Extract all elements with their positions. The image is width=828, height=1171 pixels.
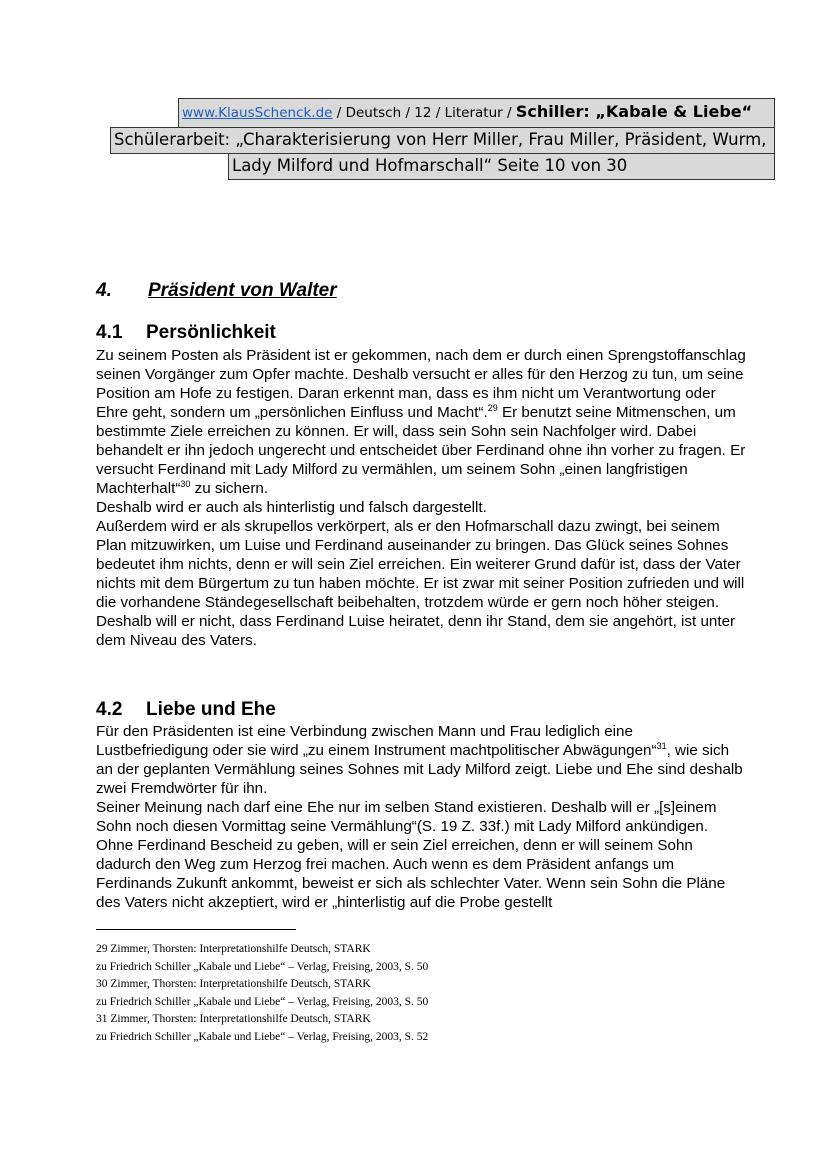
header-subtitle-row-1 [110, 127, 775, 154]
footnote-line: 29 Zimmer, Thorsten: Interpretationshilfe Deutsch, STARK [96, 943, 371, 955]
footnote-line: 30 Zimmer, Thorsten: Interpretationshilfe Deutsch, STARK [96, 978, 371, 991]
footnote-line: zu Friedrich Schiller „Kabale und Liebe“ – Verlag, Freising, 2003, S. 50 [96, 960, 429, 973]
subsection-number-2: 4.2 [96, 699, 123, 720]
header-subtitle-line-1: Schülerarbeit: „Charakterisierung von Herr Miller, Frau Miller, Präsident, Wurm, [114, 130, 767, 149]
footnote-line: zu Friedrich Schiller „Kabale und Liebe“ – Verlag, Freising, 2003, S. 50 [96, 995, 429, 1008]
paragraph: Für den Präsidenten ist eine Verbindung zwischen Mann und Frau lediglich eine Lustbefriedigung oder sie wird „zu einem Instrument machtpolitischer Abwägungen“$^{31}$, wie sich an der geplanten Vermählung seines Sohnes mit Lady Milford zeigt. Liebe und Ehe sind deshalb zwei Fremdwörter für ihn. [96, 723, 743, 797]
footnote-line: 31 Zimmer, Thorsten: Interpretationshilfe Deutsch, STARK [96, 1013, 371, 1026]
paragraph: Deshalb wird er auch als hinterlistig und falsch dargestellt. [96, 499, 487, 516]
footnote-ref-30: 30 [180, 478, 191, 489]
subsection-title-1: Persönlichkeit [146, 322, 276, 343]
subsection-heading-1 [96, 322, 276, 344]
header-title-row [178, 98, 775, 128]
subsection-number-1: 4.1 [96, 322, 123, 343]
footnote-separator [96, 929, 296, 930]
header-subtitle-row-2 [228, 153, 775, 180]
subsection-body-1 [96, 346, 746, 650]
paragraph: Zu seinem Posten als Präsident ist er gekommen, nach dem er durch einen Sprengstoffanschlag seinen Vorgänger zum Opfer machte. Deshalb versucht er alles für den Herzog zu tun, um seine Position am Hofe zu festigen. Daran erkennt man, dass es ihm nicht um Verantwortung oder Ehre geht, sondern um „persönlichen Einfluss und Macht“.$^{29}$ Er benutzt seine Mitmenschen, um bestimmte Ziele erreichen zu können. Er will, dass sein Sohn sein Nachfolger wird. Dabei behandelt er ihn jedoch ungerecht und entscheidet über Ferdinand ohne ihn vorher zu fragen. Er versucht Ferdinand mit Lady Milford zu vermählen, um seinem Sohn „einen langfristigen Machterhalt“$^{30}$ zu sichern. [96, 347, 746, 497]
paragraph: Außerdem wird er als skrupellos verkörpert, als er den Hofmarschall dazu zwingt, bei seinem Plan mitzuwirken, um Luise und Ferdinand auseinander zu bringen. Das Glück seines Sohnes bedeutet ihm nichts, denn er will sein Ziel erreichen. Ein weiterer Grund dafür ist, dass der Vater nichts mit dem Bürgertum zu tun haben möchte. Er ist zwar mit seiner Position zufrieden und will die vorhandene Ständegesellschaft beibehalten, trotzdem würde er gern noch höher steigen. Deshalb will er nicht, dass Ferdinand Luise heiratet, denn ihr Stand, dem sie angehört, ist unter dem Niveau des Vaters. [96, 518, 745, 649]
subsection-title-2: Liebe und Ehe [146, 699, 276, 720]
footnote-ref-29: 29 [487, 402, 498, 413]
header-work-title: Schiller: „Kabale & Liebe“ [515, 102, 753, 121]
header-subtitle-line-2: Lady Milford und Hofmarschall“ Seite 10 von 30 [232, 156, 628, 175]
footnote-ref-31: 31 [656, 740, 667, 751]
paragraph: Seiner Meinung nach darf eine Ehe nur im selben Stand existieren. Deshalb will er „[s]einem Sohn noch diesen Vormittag seine Vermählung“(S. 19 Z. 33f.) mit Lady Milford ankündigen. Ohne Ferdinand Bescheid zu geben, will er sein Ziel erreichen, denn er will seinem Sohn dadurch den Weg zum Herzog frei machen. Auch wenn es dem Präsident anfangs um Ferdinands Zukunft ankommt, beweist er sich als schlechter Vater. Wenn sein Sohn die Pläne des Vaters nicht akzeptiert, wird er „hinterlistig auf die Probe gestellt [96, 799, 726, 911]
subsection-heading-2 [96, 699, 276, 721]
header-path: / Deutsch / 12 / Literatur / [332, 105, 516, 121]
footnotes [96, 941, 428, 1047]
footnote-line: zu Friedrich Schiller „Kabale und Liebe“ – Verlag, Freising, 2003, S. 52 [96, 1030, 429, 1043]
website-link[interactable]: www.KlausSchenck.de [182, 105, 333, 121]
section-heading [96, 280, 337, 302]
section-title: Präsident von Walter [148, 280, 337, 301]
subsection-body-2 [96, 722, 746, 912]
section-number: 4. [96, 280, 112, 301]
